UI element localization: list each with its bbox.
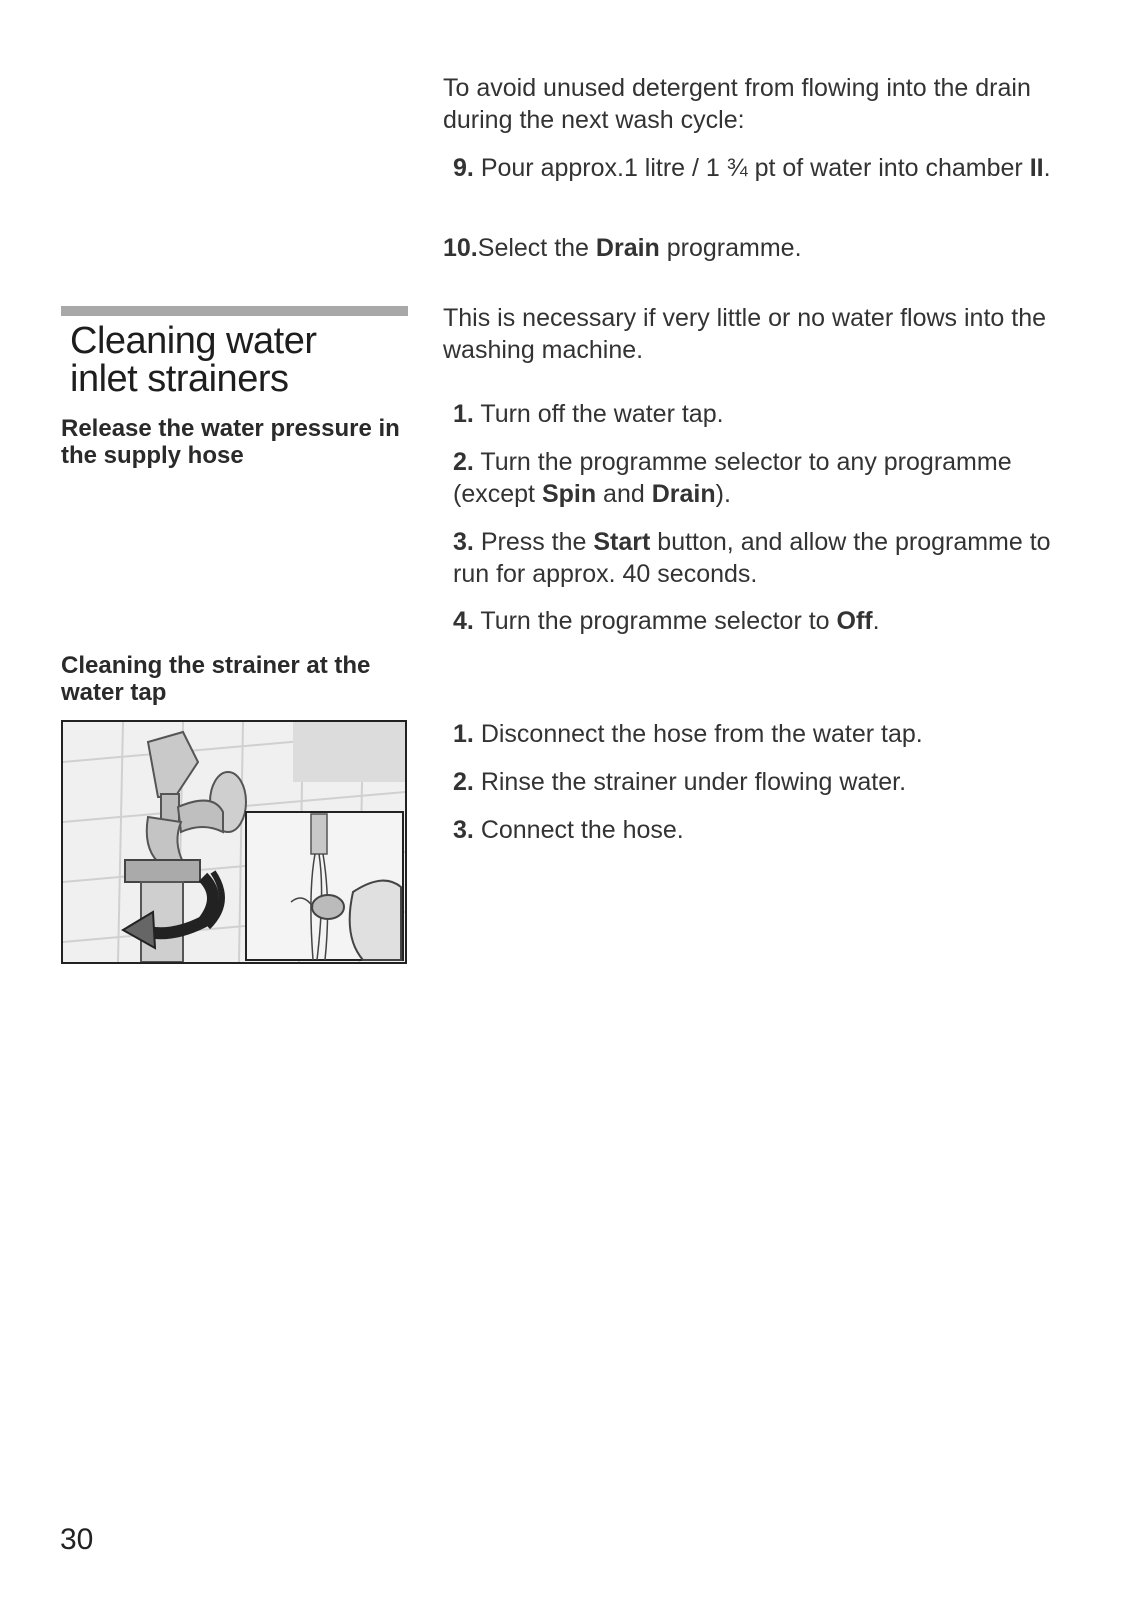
strainer-step-1: 1. Disconnect the hose from the water tap. (453, 720, 923, 748)
step-number: 10. (443, 234, 478, 262)
water-tap-drawing (63, 722, 405, 962)
step-number: 9. (453, 154, 474, 182)
step-9 (453, 152, 1073, 184)
pressure-step-3: 3. Press the Start button, and allow the programme to run for approx. 40 seconds. (453, 528, 1051, 588)
subheading-release-pressure: Release the water pressure in the supply hose (61, 415, 400, 469)
strainer-step-3: 3. Connect the hose. (453, 816, 684, 844)
pressure-step-4: 4. Turn the programme selector to Off. (453, 607, 880, 635)
subheading-clean-strainer: Cleaning the strainer at the water tap (61, 652, 371, 706)
step-10 (443, 232, 1073, 264)
water-tap-illustration (61, 720, 407, 964)
step-text: Pour approx.1 litre / 1 ¾ pt of water into chamber II. (480, 154, 1051, 182)
strainer-step-2: 2. Rinse the strainer under flowing water. (453, 768, 907, 796)
pressure-step-2: 2. Turn the programme selector to any programme (except Spin and Drain). (453, 448, 1012, 508)
page-number: 30 (60, 1523, 94, 1556)
section-title: Cleaning water inlet strainers (70, 320, 317, 400)
pressure-step-1: 1. Turn off the water tap. (453, 400, 724, 428)
intro-paragraph: To avoid unused detergent from flowing into the drain during the next wash cycle: (443, 74, 1031, 134)
section-rule (61, 306, 408, 316)
necessity-paragraph: This is necessary if very little or no water flows into the washing machine. (443, 304, 1047, 364)
step-text: Select the Drain programme. (477, 234, 802, 262)
